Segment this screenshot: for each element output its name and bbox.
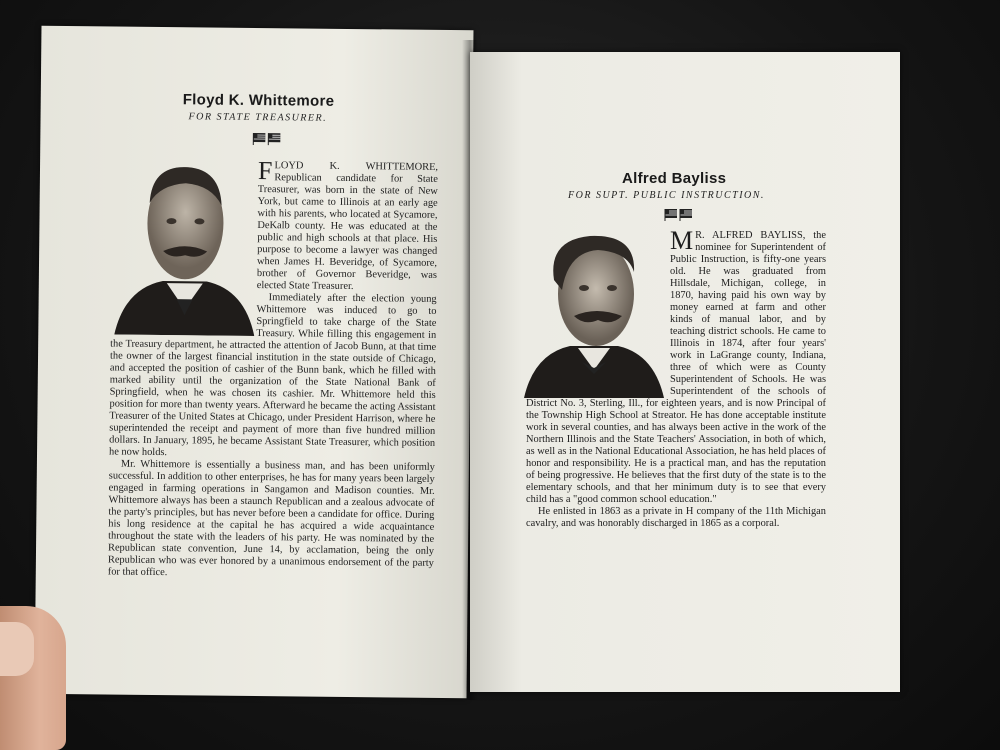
us-flags-icon [252,132,282,146]
thumbnail [0,622,34,676]
candidate-name-bayliss: Alfred Bayliss [622,170,727,187]
dropcap-m: M [670,226,694,255]
candidate-name-whittemore: Floyd K. Whittemore [182,91,335,110]
biography-whittemore [107,156,439,632]
dropcap-f: F [257,156,273,186]
us-flags-icon [664,208,694,222]
paragraph: Mr. Whittemore is essentially a business man, and has been uniformly successful. In addition to other enterprises, he has for many years been largely engaged in farming operations in Sangamon and Madison counties. Mr. Whittemore always has been a staunch Republican and a zealous advocate of the party's principles, but has never before been a candidate for office. During his long residence at the capital he has acquired a wide acquaintance throughout the state with the leaders of his party. He was nominated by the Republican state convention, June 14, by acclamation, being the only Republican who was ever honored by a unanimous endorsement of the party for that office. [107,458,435,579]
paragraph: Immediately after the election young Whittemore was induced to go to Springfield to take charge of the State Treasury. While filling this engagement in the Treasury department, he attracted the attention of Jacob Bunn, at that time the owner of the largest financial institution in the state outside of Chicago, and accepted the position of cashier of the Bunn bank, which he filled with marked ability until the organization of the State National Bank of Springfield, when he was chosen its cashier. Mr. Whittemore held this position for more than twenty years. Afterward he became the acting Assistant Treasurer of the United States at Chicago, under President Harrison, where he superintended the receipt and payment of more than five hundred million dollars. In January, 1895, he became Assistant State Treasurer, which position he now holds. [108,292,437,459]
paragraph: LOYD K. WHITTEMORE, Republican candidate for State Treasurer, was born in the state of New York, but came to Illinois at an early age with his parents, who located at Sycamore, DeKalb county. He was educated at the public and high schools at that place. His purpose to become a lawyer was changed when James H. Beveridge, of Sycamore, brother of Governor Beveridge, was elected State Treasurer. [256,160,439,293]
right-page [470,52,900,692]
left-page [35,26,474,698]
office-supt-public-instruction: FOR SUPT. PUBLIC INSTRUCTION. [568,190,765,201]
paragraph: He enlisted in 1863 as a private in H company of the 11th Michigan cavalry, and was honorably discharged in 1865 as a corporal. [526,506,826,529]
office-state-treasurer: FOR STATE TREASURER. [188,111,328,124]
biography-bayliss [526,226,826,560]
paragraph: R. ALFRED BAYLISS, the nominee for Superintendent of Public Instruction, is fifty-one years old. He was graduated from Hillsdale, Michigan, college, in 1870, having paid his own way by money earned at farm and other kinds of manual labor, and by teaching district schools. He came to Illinois in 1874, after four years' work in LaGrange county, Indiana, three of which were as County Superintendent of Schools. He was Superintendent of the schools of District No. 3, Sterling, Ill., for eighteen years, and is now Principal of the Township High School at Streator. He has done acceptable institute work in several counties, and has always been active in the work of the Northern Illinois and the State Teachers' Association, in both of which, as well as in the National Educational Association, he has held places of honor and responsibility. He is a practical man, and has the reputation of being progressive. He believes that the first duty of the state is to the elementary schools, and that her minimum duty is to see that every child has a "good common school education." [526,230,826,505]
